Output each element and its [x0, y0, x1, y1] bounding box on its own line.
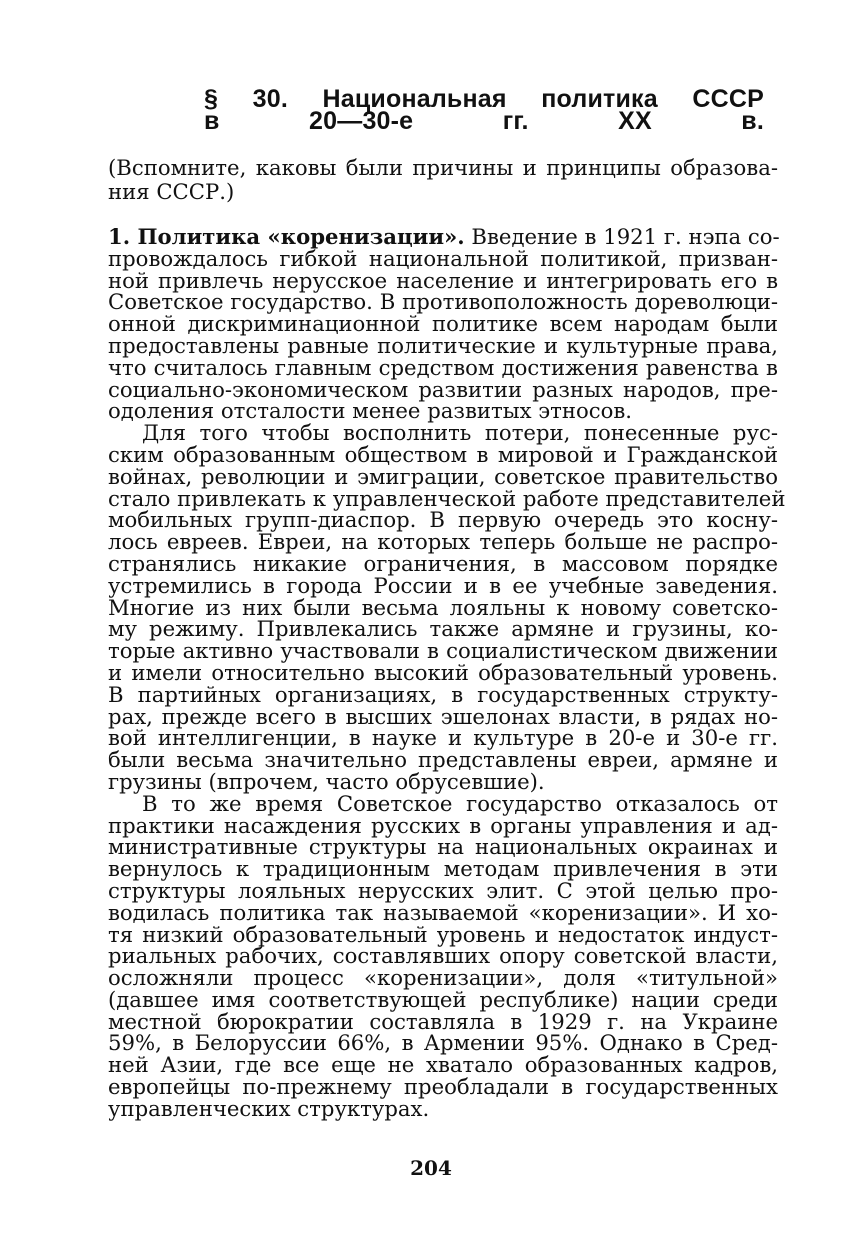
intro-line: (Вспомните, каковы были причины и принципы образова-	[108, 155, 778, 180]
heading-line-1: § 30. Национальная политика СССР	[204, 85, 764, 113]
page-number: 204	[410, 1156, 452, 1180]
text-line: грузины (впрочем, часто обрусевшие).	[108, 768, 545, 794]
text-line: онной дискриминационной политике всем народам были	[108, 311, 778, 337]
text-line: (давшее имя соответствующей республике) нации среди	[108, 986, 778, 1012]
heading-line-2: в 20—30-е гг. XX в.	[204, 106, 764, 135]
text-line: провождалось гибкой национальной политикой, призван-	[108, 245, 778, 271]
text-line: рах, прежде всего в высших эшелонах власти, в рядах но-	[108, 703, 778, 729]
text-line: лось евреев. Евреи, на которых теперь больше не распро-	[108, 529, 778, 555]
text-line: В то же время Советское государство отказалось от	[142, 790, 778, 816]
section-heading	[204, 84, 764, 135]
intro-line: ния СССР.)	[108, 179, 235, 204]
text-line: му режиму. Привлекались также армяне и грузины, ко-	[108, 616, 778, 642]
text-line: вой интеллигенции, в науке и культуре в 20-е и 30-е гг.	[108, 725, 778, 751]
text-line: были весьма значительно представлены евреи, армяне и	[108, 747, 778, 773]
text-line: ней Азии, где все еще не хватало образованных кадров,	[108, 1052, 778, 1078]
text-line: что считалось главным средством достижения равенства в	[108, 354, 778, 380]
text-line: социально-экономическом развитии разных народов, пре-	[108, 376, 778, 402]
text-line: стало привлекать к управленческой работе представителей	[108, 485, 786, 511]
text-line: водилась политика так называемой «коренизации». И хо-	[108, 899, 778, 925]
text-line: риальных рабочих, составлявших опору советской власти,	[108, 943, 778, 969]
text-line: ной привлечь нерусское население и интегрировать его в	[108, 267, 778, 293]
text-line: и имели относительно высокий образовательный уровень.	[108, 659, 778, 685]
text-line: 59%, в Белоруссии 66%, в Армении 95%. Однако в Сред-	[108, 1030, 778, 1056]
first-line-text: Введение в 1921 г. нэпа со-	[464, 224, 780, 249]
text-line: практики насаждения русских в органы управления и ад-	[108, 812, 778, 838]
text-line: тя низкий образовательный уровень и недостаток индуст-	[108, 921, 778, 947]
text-line: управленческих структурах.	[108, 1095, 430, 1121]
intro-note	[108, 156, 778, 204]
text-line: Для того чтобы восполнить потери, понесенные рус-	[142, 420, 778, 446]
text-line: войнах, революции и эмиграции, советское правительство	[108, 463, 778, 489]
text-line: министративные структуры на национальных окраинах и	[108, 834, 778, 860]
text-line: В партийных организациях, в государственных структу-	[108, 681, 778, 707]
text-line: местной бюрократии составляла в 1929 г. на Украине	[108, 1008, 778, 1034]
text-line: европейцы по-прежнему преобладали в государственных	[108, 1074, 778, 1100]
subsection-title: 1. Политика «коренизации».	[108, 224, 465, 249]
text-line: мобильных групп-диаспор. В первую очередь это косну-	[108, 507, 778, 533]
text-line: вернулось к традиционным методам привлечения в эти	[108, 856, 778, 882]
paragraph-first-line	[108, 226, 778, 248]
text-line: Многие из них были весьма лояльны к новому советско-	[108, 594, 778, 620]
text-line: торые активно участвовали в социалистическом движении	[108, 638, 778, 664]
text-line: устремились в города России и в ее учебные заведения.	[108, 572, 778, 598]
section-1-text	[108, 224, 786, 1121]
text-line: Советское государство. В противоположность дореволюци-	[108, 289, 778, 315]
text-line: странялись никакие ограничения, в массовом порядке	[108, 550, 778, 576]
text-line: осложняли процесс «коренизации», доля «титульной»	[108, 965, 778, 991]
text-line: структуры лояльных нерусских элит. С этой целью про-	[108, 877, 778, 903]
text-line: одоления отсталости менее развитых этносов.	[108, 398, 633, 424]
text-line: ским образованным обществом в мировой и Гражданской	[108, 441, 778, 467]
text-line: предоставлены равные политические и культурные права,	[108, 332, 778, 358]
